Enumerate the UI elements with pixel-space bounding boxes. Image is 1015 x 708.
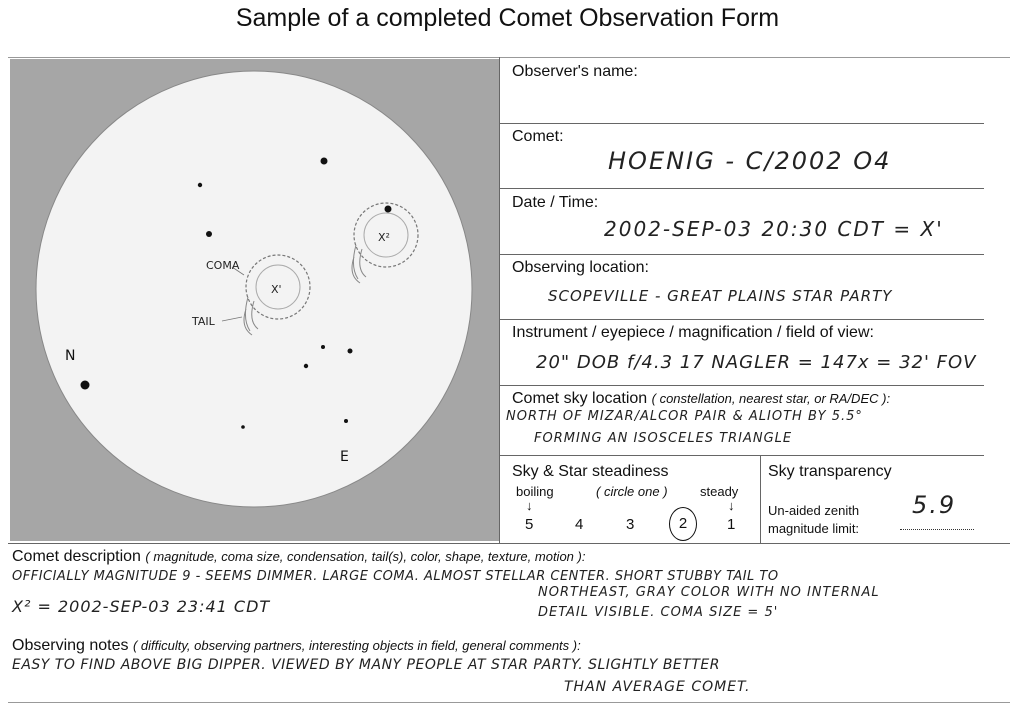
- arrow-down-icon: ↓: [728, 498, 735, 513]
- description-label: Comet description ( magnitude, coma size, condensation, tail(s), color, shape, texture, motion ):: [12, 548, 586, 565]
- tail-label: TAIL: [192, 315, 215, 328]
- comet-sketch: [10, 59, 499, 541]
- limit-label-2: magnitude limit:: [768, 521, 860, 536]
- transparency-label: Sky transparency: [768, 463, 892, 480]
- steadiness-option-1[interactable]: 1: [727, 516, 736, 533]
- star: [81, 381, 90, 390]
- steadiness-hint: ( circle one ): [596, 484, 668, 499]
- steadiness-option-5[interactable]: 5: [525, 516, 534, 533]
- instrument-label: Instrument / eyepiece / magnification / field of view:: [512, 324, 874, 341]
- star: [348, 349, 353, 354]
- sky-location-line-1: NORTH OF MIZAR/ALCOR PAIR & ALIOTH BY 5.5°: [506, 409, 863, 424]
- steadiness-steady: steady: [700, 484, 739, 499]
- star: [385, 206, 392, 213]
- steadiness-option-3[interactable]: 3: [626, 516, 635, 533]
- north-label: N: [65, 348, 76, 364]
- limit-value-line: [900, 529, 974, 530]
- comet-label: Comet:: [512, 128, 564, 145]
- limit-value: 5.9: [912, 491, 957, 519]
- description-line-1: OFFICIALLY MAGNITUDE 9 - SEEMS DIMMER. LARGE COMA. ALMOST STELLAR CENTER. SHORT STUBBY TAIL TO: [12, 569, 779, 584]
- location-label: Observing location:: [512, 259, 649, 276]
- comet-value: HOENIG - C/2002 O4: [608, 147, 892, 175]
- arrow-down-icon: ↓: [526, 498, 533, 513]
- description-line-2-right: NORTHEAST, GRAY COLOR WITH NO INTERNAL: [538, 585, 880, 600]
- description-line-2-left: X² = 2002-SEP-03 23:41 CDT: [12, 597, 271, 616]
- star: [321, 345, 325, 349]
- steadiness-boiling: boiling: [516, 484, 554, 499]
- steadiness-label: Sky & Star steadiness: [512, 463, 669, 480]
- sky-location-line-2: FORMING AN ISOSCELES TRIANGLE: [534, 431, 793, 446]
- page-title: Sample of a completed Comet Observation Form: [235, 4, 780, 32]
- star: [344, 419, 348, 423]
- notes-line-2: THAN AVERAGE COMET.: [564, 679, 751, 695]
- star: [206, 231, 212, 237]
- notes-label: Observing notes ( difficulty, observing partners, interesting objects in field, general comments ):: [12, 637, 581, 654]
- x1-label: X': [271, 283, 282, 296]
- coma-label: COMA: [206, 259, 240, 272]
- instrument-value: 20" DOB f/4.3 17 NAGLER = 147x = 32' FOV: [536, 352, 977, 373]
- east-label: E: [340, 449, 349, 465]
- notes-line-1: EASY TO FIND ABOVE BIG DIPPER. VIEWED BY MANY PEOPLE AT STAR PARTY. SLIGHTLY BETTER: [12, 657, 720, 673]
- observer-name-label: Observer's name:: [512, 63, 638, 80]
- limit-label-1: Un-aided zenith: [768, 503, 860, 518]
- steadiness-option-4[interactable]: 4: [575, 516, 584, 533]
- star: [304, 364, 308, 368]
- observation-form: [8, 57, 1010, 703]
- star: [241, 425, 245, 429]
- field-of-view-circle: [36, 71, 472, 507]
- x2-label: X²: [378, 231, 390, 244]
- star: [321, 158, 328, 165]
- sky-location-label: Comet sky location ( constellation, nearest star, or RA/DEC ):: [512, 390, 891, 407]
- datetime-label: Date / Time:: [512, 194, 599, 211]
- star: [198, 183, 202, 187]
- datetime-value: 2002-SEP-03 20:30 CDT = X': [604, 217, 944, 241]
- steadiness-option-2-selected[interactable]: 2: [669, 507, 697, 541]
- description-line-3: DETAIL VISIBLE. COMA SIZE = 5': [538, 605, 779, 620]
- location-value: SCOPEVILLE - GREAT PLAINS STAR PARTY: [548, 287, 893, 305]
